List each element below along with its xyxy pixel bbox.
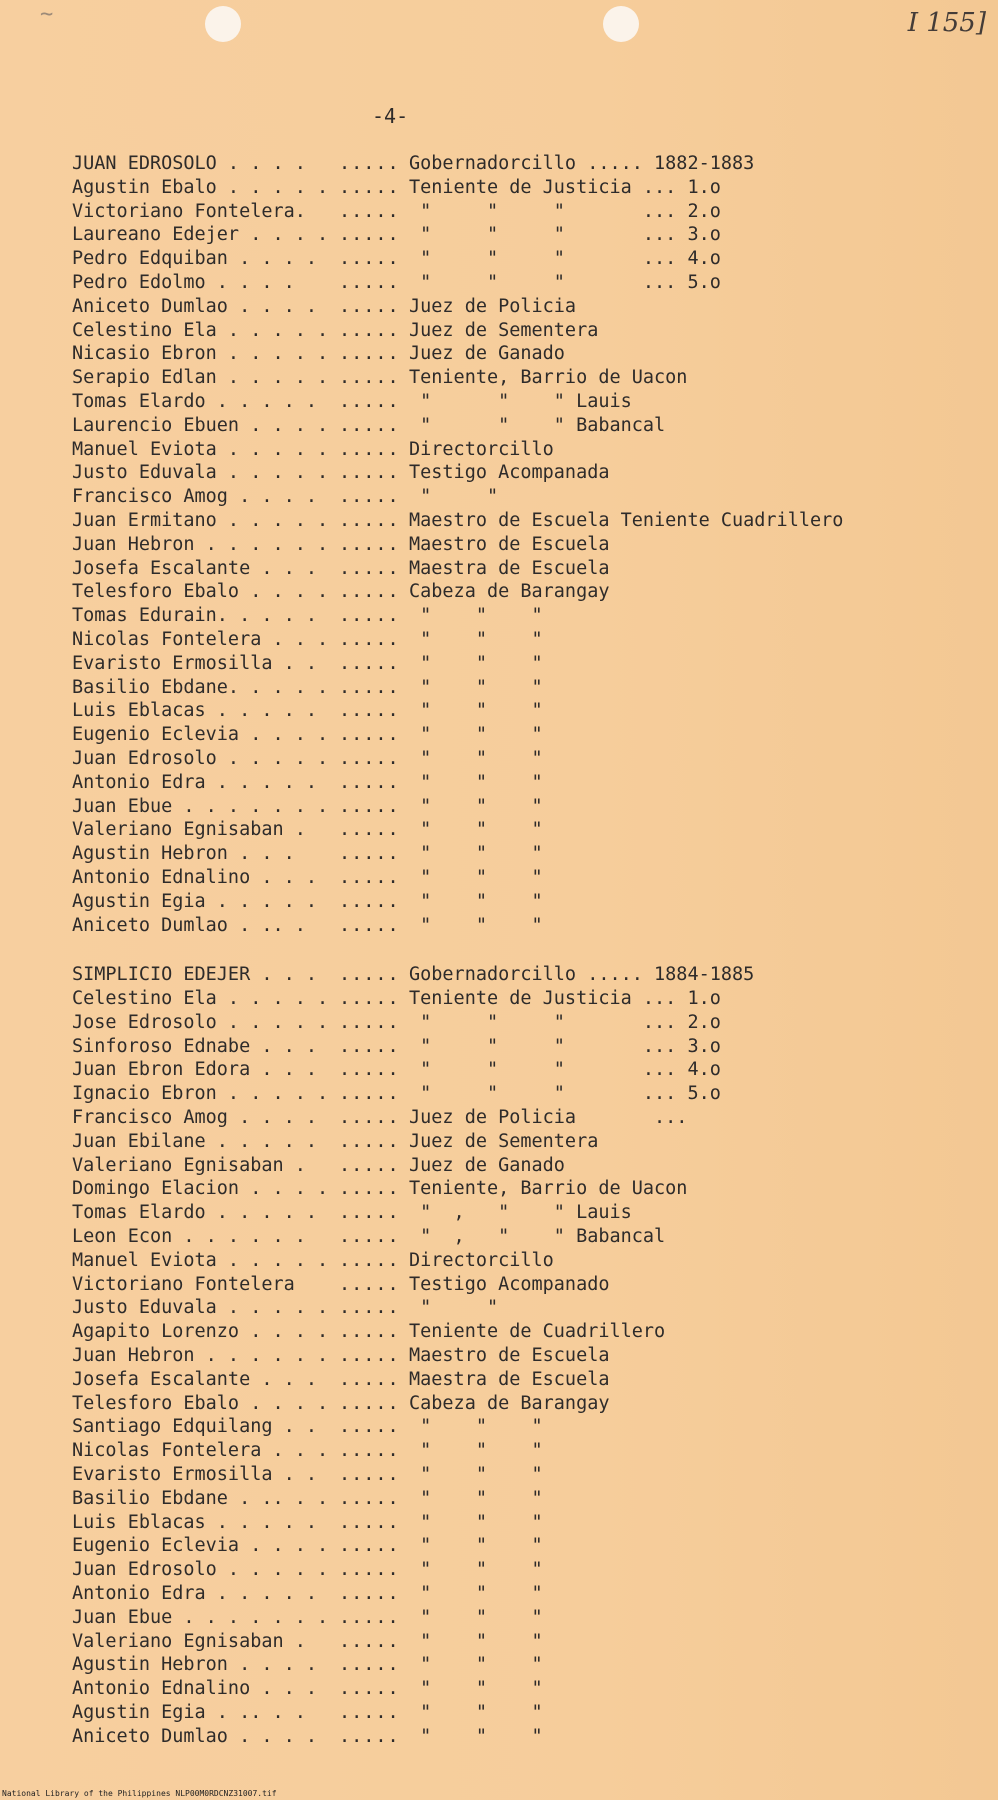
- page-number: -4-: [372, 104, 409, 128]
- list-item: [72, 533, 992, 557]
- office-title: " " ": [409, 1464, 543, 1486]
- office-title: " " ": [409, 795, 543, 817]
- office-title: " " ": [409, 724, 543, 746]
- list-item: [72, 1582, 992, 1606]
- official-name: Nicolas Fontelera . . .: [72, 628, 329, 650]
- office-title: " " ": [409, 914, 543, 936]
- office-title: " " ": [409, 628, 543, 650]
- office-title: " " ": [409, 1725, 543, 1747]
- dot-leader: .....: [339, 628, 400, 650]
- official-name: Juan Hebron . . . . . .: [72, 533, 329, 555]
- corner-mark: ~: [40, 2, 54, 27]
- dot-leader: .....: [339, 414, 400, 436]
- official-name: Laurencio Ebuen . . . .: [72, 414, 329, 436]
- office-title: " " ": [409, 1487, 543, 1509]
- office-title: " " ": [409, 1440, 543, 1462]
- list-item: [72, 1130, 992, 1154]
- office-title: Directorcillo: [409, 1249, 554, 1271]
- list-item: [72, 842, 992, 866]
- list-item: [72, 247, 992, 271]
- dot-leader: .....: [339, 700, 400, 722]
- office-title: Teniente de Cuadrillero: [409, 1321, 666, 1343]
- dot-leader: .....: [339, 1464, 400, 1486]
- office-title: " " ": [409, 1654, 543, 1676]
- list-item: [72, 747, 992, 771]
- list-item: [72, 1344, 992, 1368]
- official-name: Luis Eblacas . . . . .: [72, 700, 318, 722]
- office-title: Cabeza de Barangay: [409, 1392, 610, 1414]
- office-title: Maestro de Escuela: [409, 533, 610, 555]
- punch-hole: [603, 6, 639, 42]
- dot-leader: .....: [339, 557, 400, 579]
- office-title: Gobernadorcillo ..... 1884-1885: [409, 964, 755, 986]
- office-title: Juez de Ganado: [409, 343, 565, 365]
- official-name: Victoriano Fontelera: [72, 1273, 295, 1295]
- dot-leader: .....: [339, 1583, 400, 1605]
- list-item: [72, 200, 992, 224]
- official-name: Agustin Egia . .. . .: [72, 1702, 306, 1723]
- office-title: Testigo Acompanado: [409, 1273, 610, 1295]
- list-item: [72, 604, 992, 628]
- official-name: Justo Eduvala . . . . .: [72, 462, 329, 484]
- dot-leader: .....: [339, 1226, 400, 1248]
- official-name: Manuel Eviota . . . . .: [72, 438, 329, 460]
- list-item: [72, 1487, 992, 1511]
- list-item: [72, 628, 992, 652]
- official-name: Juan Ebue . . . . . . .: [72, 795, 329, 817]
- official-name: Nicasio Ebron . . . . .: [72, 343, 329, 365]
- dot-leader: .....: [339, 343, 400, 365]
- list-item: [72, 319, 992, 343]
- dot-leader: .....: [339, 486, 400, 508]
- official-name: Basilio Ebdane. . . . .: [72, 676, 329, 698]
- official-name: Victoriano Fontelera.: [72, 200, 306, 222]
- list-item: [72, 1106, 992, 1130]
- dot-leader: .....: [339, 248, 400, 270]
- list-item: [72, 1725, 992, 1749]
- dot-leader: .....: [339, 1107, 400, 1129]
- office-title: Juez de Ganado: [409, 1154, 565, 1176]
- dot-leader: .....: [339, 724, 400, 746]
- office-title: Juez de Policia ...: [409, 1107, 688, 1129]
- official-name: Agapito Lorenzo . . . .: [72, 1321, 329, 1343]
- dot-leader: .....: [339, 843, 400, 865]
- dot-leader: .....: [339, 819, 400, 841]
- official-name: Telesforo Ebalo . . . .: [72, 1392, 329, 1414]
- dot-leader: .....: [339, 200, 400, 222]
- official-name: Celestino Ela . . . . .: [72, 319, 329, 341]
- office-title: " " " ... 2.o: [409, 200, 721, 222]
- office-title: " " ": [409, 1416, 543, 1438]
- office-title: " " ": [409, 1630, 543, 1652]
- list-item: [72, 485, 992, 509]
- list-item: [72, 557, 992, 581]
- dot-leader: .....: [339, 964, 400, 986]
- list-item: [72, 1249, 992, 1273]
- dot-leader: .....: [339, 1368, 400, 1390]
- list-item: [72, 1177, 992, 1201]
- dot-leader: .....: [339, 1035, 400, 1057]
- dot-leader: .....: [339, 533, 400, 555]
- list-item: [72, 414, 992, 438]
- office-title: Maestra de Escuela: [409, 557, 610, 579]
- list-item: [72, 1368, 992, 1392]
- dot-leader: .....: [339, 1321, 400, 1343]
- dot-leader: .....: [339, 1083, 400, 1105]
- official-list: [72, 152, 992, 1749]
- list-item: [72, 1606, 992, 1630]
- official-name: Antonio Ednalino . . .: [72, 1678, 318, 1700]
- official-name: Valeriano Egnisaban .: [72, 819, 306, 841]
- dot-leader: .....: [339, 1178, 400, 1200]
- official-name: Agustin Hebron . . .: [72, 843, 295, 865]
- dot-leader: .....: [339, 581, 400, 603]
- list-item: [72, 438, 992, 462]
- official-name: Tomas Elardo . . . . .: [72, 1202, 318, 1224]
- official-name: Antonio Edra . . . . .: [72, 1583, 318, 1605]
- list-item: [72, 1154, 992, 1178]
- dot-leader: .....: [339, 1130, 400, 1152]
- official-name: Domingo Elacion . . . .: [72, 1178, 329, 1200]
- official-name: Juan Edrosolo . . . . .: [72, 1559, 329, 1581]
- list-item: [72, 699, 992, 723]
- dot-leader: .....: [339, 1654, 400, 1676]
- official-name: Juan Hebron . . . . . .: [72, 1345, 329, 1367]
- list-item: [72, 366, 992, 390]
- office-title: " " " ... 3.o: [409, 224, 721, 246]
- list-item: [72, 723, 992, 747]
- dot-leader: .....: [339, 1440, 400, 1462]
- office-title: " " " ... 5.o: [409, 271, 721, 293]
- official-name: Tomas Elardo . . . . .: [72, 390, 318, 412]
- list-item: [72, 914, 992, 938]
- dot-leader: .....: [339, 676, 400, 698]
- official-name: Francisco Amog . . . .: [72, 1107, 318, 1129]
- official-name: Jose Edrosolo . . . . .: [72, 1011, 329, 1033]
- list-item: [72, 866, 992, 890]
- official-name: Telesforo Ebalo . . . .: [72, 581, 329, 603]
- list-item: [72, 1677, 992, 1701]
- office-title: Teniente de Justicia ... 1.o: [409, 988, 721, 1010]
- office-title: Juez de Sementera: [409, 319, 599, 341]
- dot-leader: .....: [339, 1416, 400, 1438]
- list-item: [72, 1082, 992, 1106]
- official-name: Josefa Escalante . . .: [72, 557, 318, 579]
- list-item: [72, 390, 992, 414]
- reference-number: I 155]: [907, 8, 986, 38]
- dot-leader: .....: [339, 988, 400, 1010]
- official-name: Santiago Edquilang . .: [72, 1416, 318, 1438]
- office-title: Teniente de Justicia ... 1.o: [409, 176, 721, 198]
- dot-leader: .....: [339, 1678, 400, 1700]
- official-name: Valeriano Egnisaban .: [72, 1630, 306, 1652]
- office-title: " , " " Babancal: [409, 1226, 666, 1248]
- list-item: [72, 152, 992, 176]
- official-name: Celestino Ela . . . . .: [72, 988, 329, 1010]
- list-item: [72, 461, 992, 485]
- office-title: " " ": [409, 890, 543, 912]
- official-name: Agustin Hebron . . . .: [72, 1654, 318, 1676]
- official-name: Agustin Egia . . . . .: [72, 890, 318, 912]
- dot-leader: .....: [339, 1630, 400, 1652]
- office-title: " ": [409, 1297, 499, 1319]
- office-title: " " ": [409, 1606, 543, 1628]
- official-name: Eugenio Eclevia . . . .: [72, 724, 329, 746]
- list-item: [72, 1392, 992, 1416]
- dot-leader: .....: [339, 1059, 400, 1081]
- official-name: Francisco Amog . . . .: [72, 486, 318, 508]
- office-title: " " " ... 3.o: [409, 1035, 721, 1057]
- official-name: Ignacio Ebron . . . . .: [72, 1083, 329, 1105]
- office-title: " , " " Lauis: [409, 1202, 632, 1224]
- list-item: [72, 1630, 992, 1654]
- list-item: [72, 1439, 992, 1463]
- dot-leader: .....: [339, 605, 400, 627]
- official-name: Aniceto Dumlao . .. .: [72, 914, 306, 936]
- office-title: " " " ... 4.o: [409, 1059, 721, 1081]
- list-item: [72, 1653, 992, 1677]
- office-title: Cabeza de Barangay: [409, 581, 610, 603]
- dot-leader: .....: [339, 509, 400, 531]
- dot-leader: .....: [339, 271, 400, 293]
- office-title: " " ": [409, 1511, 543, 1533]
- office-title: Maestro de Escuela: [409, 1345, 610, 1367]
- office-title: Testigo Acompanada: [409, 462, 610, 484]
- list-item: [72, 1035, 992, 1059]
- dot-leader: .....: [339, 438, 400, 460]
- punch-hole: [205, 6, 241, 42]
- office-title: Maestra de Escuela: [409, 1368, 610, 1390]
- office-title: Teniente, Barrio de Uacon: [409, 367, 688, 389]
- dot-leader: .....: [339, 295, 400, 317]
- official-name: Tomas Edurain. . . . .: [72, 605, 318, 627]
- office-title: " " ": [409, 1583, 543, 1605]
- official-name: Manuel Eviota . . . . .: [72, 1249, 329, 1271]
- dot-leader: .....: [339, 795, 400, 817]
- dot-leader: .....: [339, 1392, 400, 1414]
- dot-leader: .....: [339, 1249, 400, 1271]
- official-name: Evaristo Ermosilla . .: [72, 1464, 318, 1486]
- dot-leader: .....: [339, 1345, 400, 1367]
- list-item: [72, 223, 992, 247]
- list-item: [72, 1415, 992, 1439]
- office-title: " " ": [409, 605, 543, 627]
- office-title: Gobernadorcillo ..... 1882-1883: [409, 153, 755, 174]
- dot-leader: .....: [339, 153, 400, 174]
- official-name: Agustin Ebalo . . . . .: [72, 176, 329, 198]
- dot-leader: .....: [339, 1487, 400, 1509]
- dot-leader: .....: [339, 890, 400, 912]
- official-name: Juan Ebron Edora . . .: [72, 1059, 318, 1081]
- list-item: [72, 1296, 992, 1320]
- office-title: Juez de Sementera: [409, 1130, 599, 1152]
- list-item: [72, 1201, 992, 1225]
- official-name: Sinforoso Ednabe . . .: [72, 1035, 318, 1057]
- office-title: " " " ... 4.o: [409, 248, 721, 270]
- official-name: Aniceto Dumlao . . . .: [72, 295, 318, 317]
- list-item: [72, 509, 992, 533]
- office-title: Directorcillo: [409, 438, 554, 460]
- list-item: [72, 1225, 992, 1249]
- dot-leader: .....: [339, 1297, 400, 1319]
- office-title: " " ": [409, 843, 543, 865]
- office-title: " " " Babancal: [409, 414, 666, 436]
- dot-leader: .....: [339, 367, 400, 389]
- dot-leader: .....: [339, 771, 400, 793]
- office-title: " " ": [409, 700, 543, 722]
- dot-leader: .....: [339, 1011, 400, 1033]
- official-name: JUAN EDROSOLO . . . .: [72, 153, 306, 174]
- dot-leader: .....: [339, 1725, 400, 1747]
- official-name: Laureano Edejer . . . .: [72, 224, 329, 246]
- dot-leader: .....: [339, 1559, 400, 1581]
- dot-leader: .....: [339, 1535, 400, 1557]
- list-item: [72, 1511, 992, 1535]
- list-item: [72, 890, 992, 914]
- office-title: " " ": [409, 1678, 543, 1700]
- dot-leader: .....: [339, 462, 400, 484]
- dot-leader: .....: [339, 652, 400, 674]
- office-title: " " ": [409, 747, 543, 769]
- office-title: " " " ... 5.o: [409, 1083, 721, 1105]
- list-item: [72, 271, 992, 295]
- dot-leader: .....: [339, 866, 400, 888]
- official-name: Antonio Edra . . . . .: [72, 771, 318, 793]
- office-title: Teniente, Barrio de Uacon: [409, 1178, 688, 1200]
- office-title: " " " Lauis: [409, 390, 632, 412]
- office-title: Maestro de Escuela Teniente Cuadrillero: [409, 509, 844, 531]
- dot-leader: .....: [339, 1273, 400, 1295]
- office-title: " " ": [409, 771, 543, 793]
- office-title: " " ": [409, 1535, 543, 1557]
- list-item: [72, 1058, 992, 1082]
- list-item: [72, 818, 992, 842]
- official-name: Basilio Ebdane . .. . .: [72, 1487, 329, 1509]
- list-item: [72, 1011, 992, 1035]
- official-name: Serapio Edlan . . . . .: [72, 367, 329, 389]
- dot-leader: .....: [339, 1606, 400, 1628]
- office-title: " " ": [409, 676, 543, 698]
- official-name: Pedro Edolmo . . . .: [72, 271, 295, 293]
- dot-leader: .....: [339, 1702, 400, 1723]
- dot-leader: .....: [339, 747, 400, 769]
- dot-leader: .....: [339, 224, 400, 246]
- official-name: Valeriano Egnisaban .: [72, 1154, 306, 1176]
- office-title: " " ": [409, 819, 543, 841]
- office-title: " " ": [409, 1559, 543, 1581]
- official-name: Eugenio Eclevia . . . .: [72, 1535, 329, 1557]
- list-item: [72, 1463, 992, 1487]
- official-name: Justo Eduvala . . . . .: [72, 1297, 329, 1319]
- list-item: [72, 176, 992, 200]
- official-name: Pedro Edquiban . . . .: [72, 248, 318, 270]
- official-name: Josefa Escalante . . .: [72, 1368, 318, 1390]
- list-item: [72, 1558, 992, 1582]
- list-item: [72, 676, 992, 700]
- official-name: SIMPLICIO EDEJER . . .: [72, 964, 318, 986]
- list-item: [72, 1320, 992, 1344]
- office-title: " " ": [409, 866, 543, 888]
- office-title: " " ": [409, 652, 543, 674]
- official-name: Juan Ebue . . . . . . .: [72, 1606, 329, 1628]
- list-item: [72, 987, 992, 1011]
- list-item: [72, 1273, 992, 1297]
- list-item: [72, 295, 992, 319]
- list-item: [72, 963, 992, 987]
- dot-leader: .....: [339, 914, 400, 936]
- list-item: [72, 771, 992, 795]
- list-item: [72, 342, 992, 366]
- dot-leader: .....: [339, 1202, 400, 1224]
- official-name: Juan Ebilane . . . . .: [72, 1130, 318, 1152]
- list-item: [72, 1701, 992, 1725]
- office-title: " " ": [409, 1702, 543, 1723]
- official-name: Juan Edrosolo . . . . .: [72, 747, 329, 769]
- list-item: [72, 1534, 992, 1558]
- list-item: [72, 580, 992, 604]
- archive-footer: National Library of the Philippines NLP00M0RDCNZ31007.tif: [2, 1789, 277, 1798]
- list-item: [72, 795, 992, 819]
- official-name: Antonio Ednalino . . .: [72, 866, 318, 888]
- dot-leader: .....: [339, 390, 400, 412]
- dot-leader: .....: [339, 319, 400, 341]
- list-item: [72, 652, 992, 676]
- official-name: Aniceto Dumlao . . . .: [72, 1725, 318, 1747]
- office-title: " " " ... 2.o: [409, 1011, 721, 1033]
- official-name: Juan Ermitano . . . . .: [72, 509, 329, 531]
- office-title: " ": [409, 486, 499, 508]
- official-name: Evaristo Ermosilla . .: [72, 652, 318, 674]
- office-title: Juez de Policia: [409, 295, 577, 317]
- dot-leader: .....: [339, 1154, 400, 1176]
- dot-leader: .....: [339, 1511, 400, 1533]
- official-name: Luis Eblacas . . . . .: [72, 1511, 318, 1533]
- dot-leader: .....: [339, 176, 400, 198]
- official-name: Leon Econ . . . . . .: [72, 1226, 306, 1248]
- official-name: Nicolas Fontelera . . .: [72, 1440, 329, 1462]
